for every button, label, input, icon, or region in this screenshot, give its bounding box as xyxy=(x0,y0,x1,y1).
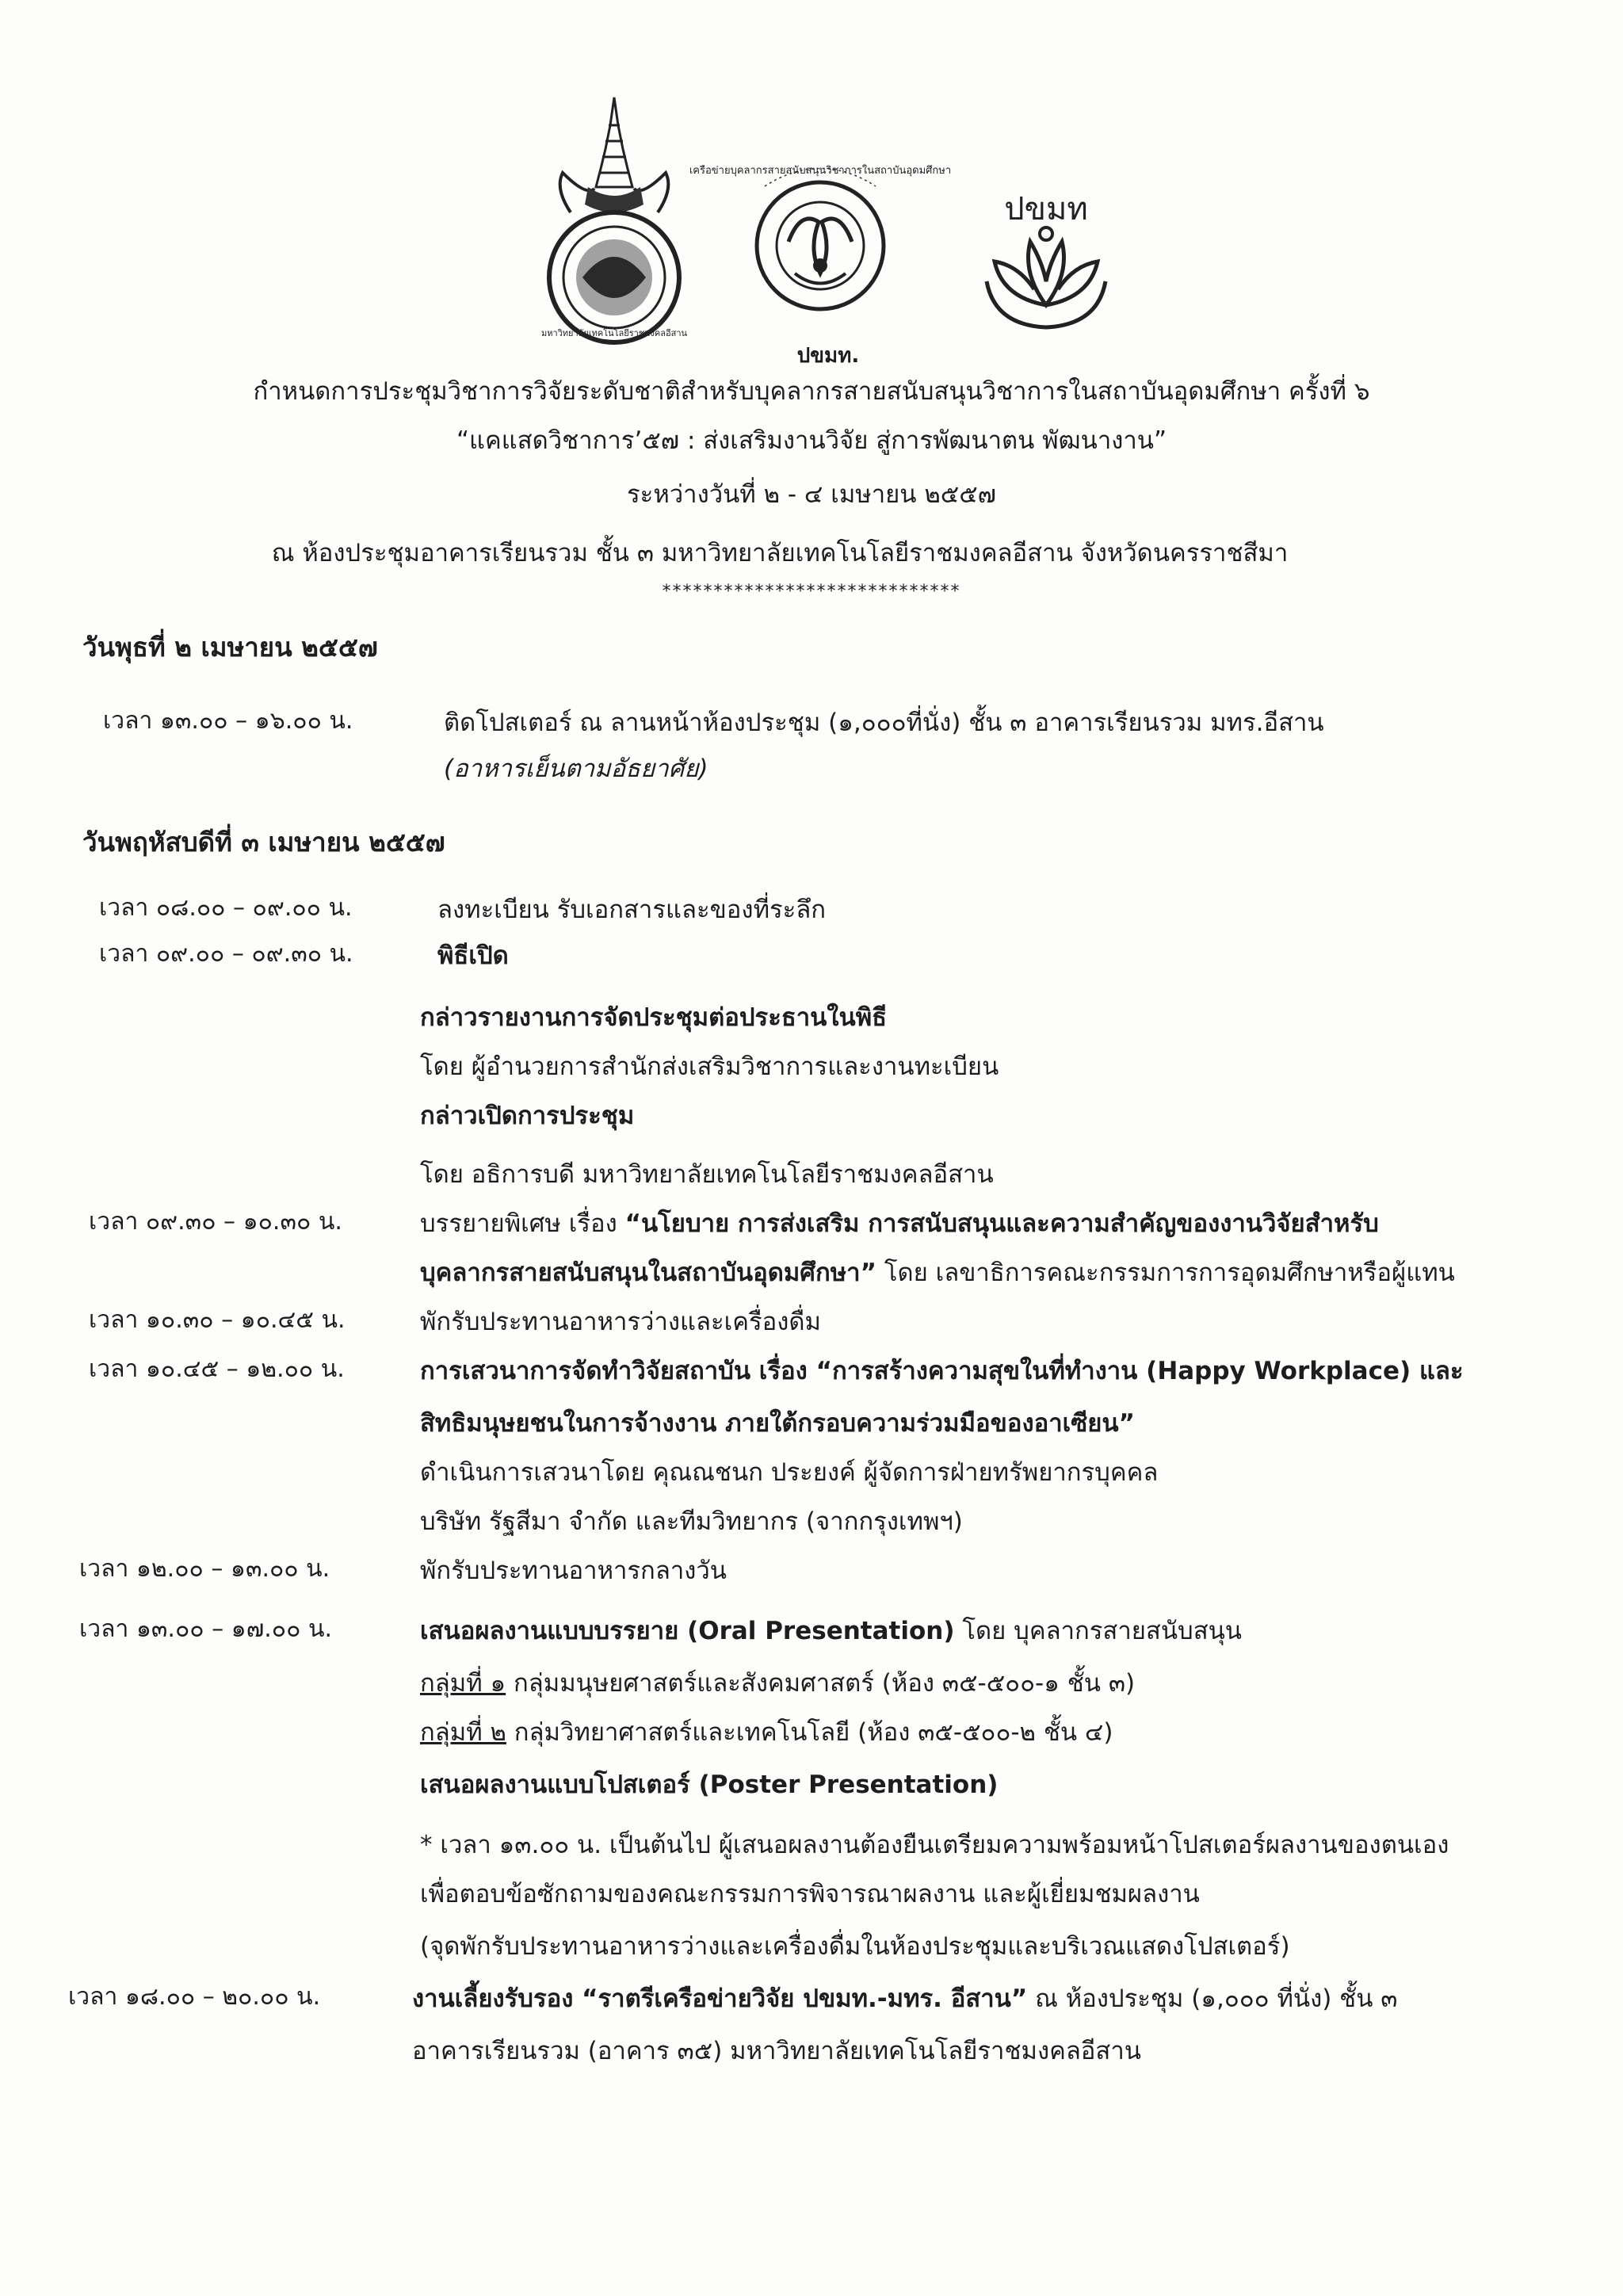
network-emblem-icon xyxy=(689,155,952,337)
opening-report-by: โดย ผู้อำนวยการสำนักส่งเสริมวิชาการและงานทะเบียน xyxy=(420,1052,999,1081)
org-abbreviation: ปขมท. xyxy=(796,344,860,368)
reception-lead: งานเลี้ยงรับรอง xyxy=(412,1985,582,2013)
opening-speech: กล่าวเปิดการประชุม xyxy=(420,1102,635,1130)
opening-ceremony: พิธีเปิด xyxy=(437,942,509,970)
reception-venue: ณ ห้องประชุม (๑,๐๐๐ ที่นั่ง) ชั้น ๓ xyxy=(1027,1985,1398,2013)
coffee-break: พักรับประทานอาหารว่างและเครื่องดื่ม xyxy=(420,1308,821,1336)
rmuti-emblem-icon xyxy=(539,94,689,347)
day1-time-1: เวลา ๑๓.๐๐ – ๑๖.๐๐ น. xyxy=(103,707,353,735)
special-lecture-lead: บรรยายพิเศษ เรื่อง xyxy=(420,1209,625,1238)
time-0930: เวลา ๐๙.๓๐ – ๑๐.๓๐ น. xyxy=(89,1208,342,1236)
oral-group-2 xyxy=(420,1712,1113,1752)
header-venue: ณ ห้องประชุมอาคารเรียนรวม ชั้น ๓ มหาวิทยาลัยเทคโนโลยีราชมงคลอีสาน จังหวัดนครราชสีมา xyxy=(271,539,1289,567)
oral-group-1 xyxy=(420,1663,1135,1702)
time-1045: เวลา ๑๐.๔๕ – ๑๒.๐๐ น. xyxy=(89,1355,345,1383)
oral-presentation-title: เสนอผลงานแบบบรรยาย (Oral Presentation) xyxy=(420,1617,955,1645)
header-divider: ***************************** xyxy=(662,582,961,602)
poster-presentation: เสนอผลงานแบบโปสเตอร์ (Poster Presentation) xyxy=(420,1771,999,1799)
lotus-emblem-icon xyxy=(955,186,1137,337)
panel-line-1: การเสวนาการจัดทำวิจัยสถาบัน เรื่อง “การสร้างความสุขในที่ทำงาน (Happy Workplace) และ xyxy=(420,1357,1464,1385)
oral-presentation xyxy=(420,1610,1242,1650)
reception-line-1 xyxy=(412,1978,1397,2018)
special-lecture-line-2 xyxy=(420,1252,1455,1292)
group-1-text: กลุ่มมนุษยศาสตร์และสังคมศาสตร์ (ห้อง ๓๕-๕๐๐-๑ ชั้น ๓) xyxy=(506,1669,1136,1698)
time-0800: เวลา ๐๘.๐๐ – ๐๙.๐๐ น. xyxy=(99,894,353,922)
panel-company: บริษัท รัฐสีมา จำกัด และทีมวิทยากร (จากกรุงเทพฯ) xyxy=(420,1507,963,1536)
poster-note-3: (จุดพักรับประทานอาหารว่างและเครื่องดื่มในห้องประชุมและบริเวณแสดงโปสเตอร์) xyxy=(420,1932,1290,1961)
special-lecture-line-1 xyxy=(420,1203,1379,1243)
day1-title: วันพุธที่ ๒ เมษายน ๒๕๕๗ xyxy=(82,632,378,663)
day1-item-1-note: (อาหารเย็นตามอัธยาศัย) xyxy=(444,755,708,783)
lunch-break: พักรับประทานอาหารกลางวัน xyxy=(420,1557,727,1585)
oral-presentation-by: โดย บุคลากรสายสนับสนุน xyxy=(954,1617,1242,1645)
logo-area xyxy=(0,0,1623,349)
panel-line-2: สิทธิมนุษยชนในการจ้างงาน ภายใต้กรอบความร่วมมือของอาเซียน” xyxy=(420,1409,1135,1438)
poster-note-2: เพื่อตอบข้อซักถามของคณะกรรมการพิจารณาผลงาน และผู้เยี่ยมชมผลงาน xyxy=(420,1880,1200,1908)
header-dates: ระหว่างวันที่ ๒ - ๔ เมษายน ๒๕๕๗ xyxy=(627,480,996,509)
time-1800: เวลา ๑๘.๐๐ – ๒๐.๐๐ น. xyxy=(68,1983,321,2011)
header-title: กำหนดการประชุมวิชาการวิจัยระดับชาติสำหรับบุคลากรสายสนับสนุนวิชาการในสถาบันอุดมศึกษา ครั้งที่ ๖ xyxy=(253,377,1370,406)
time-0900: เวลา ๐๙.๐๐ – ๐๙.๓๐ น. xyxy=(99,940,353,968)
group-1-label: กลุ่มที่ ๑ xyxy=(420,1669,506,1698)
time-1030: เวลา ๑๐.๓๐ – ๑๐.๔๕ น. xyxy=(89,1306,346,1334)
rmuti-emblem-text: มหาวิทยาลัยเทคโนโลยีราชมงคลอีสาน xyxy=(540,328,688,338)
group-2-text: กลุ่มวิทยาศาสตร์และเทคโนโลยี (ห้อง ๓๕-๕๐๐-๒ ชั้น ๔) xyxy=(506,1718,1113,1747)
time-1200: เวลา ๑๒.๐๐ – ๑๓.๐๐ น. xyxy=(79,1555,330,1583)
special-lecture-by: โดย เลขาธิการคณะกรรมการการอุดมศึกษาหรือผู้แทน xyxy=(876,1259,1455,1287)
day2-title: วันพฤหัสบดีที่ ๓ เมษายน ๒๕๕๗ xyxy=(82,827,445,858)
reception-title: “ราตรีเครือข่ายวิจัย ปขมท.-มทร. อีสาน” xyxy=(582,1985,1028,2013)
header-theme: “แคแสดวิชาการ’๕๗ : ส่งเสริมงานวิจัย สู่การพัฒนาตน พัฒนางาน” xyxy=(456,426,1167,455)
group-2-label: กลุ่มที่ ๒ xyxy=(420,1718,506,1747)
opening-report: กล่าวรายงานการจัดประชุมต่อประธานในพิธี xyxy=(420,1003,888,1032)
registration: ลงทะเบียน รับเอกสารและของที่ระลึก xyxy=(437,896,827,924)
poster-note-1: * เวลา ๑๓.๐๐ น. เป็นต้นไป ผู้เสนอผลงานต้องยืนเตรียมความพร้อมหน้าโปสเตอร์ผลงานของตนเอง xyxy=(420,1831,1449,1859)
day1-item-1: ติดโปสเตอร์ ณ ลานหน้าห้องประชุม (๑,๐๐๐ที่นั่ง) ชั้น ๓ อาคารเรียนรวม มทร.อีสาน xyxy=(444,709,1324,737)
reception-line-2: อาคารเรียนรวม (อาคาร ๓๕) มหาวิทยาลัยเทคโนโลยีราชมงคลอีสาน xyxy=(412,2037,1141,2065)
panel-moderator: ดำเนินการเสวนาโดย คุณณชนก ประยงค์ ผู้จัดการฝ่ายทรัพยากรบุคคล xyxy=(420,1458,1159,1487)
time-1300: เวลา ๑๓.๐๐ – ๑๗.๐๐ น. xyxy=(79,1615,332,1643)
network-emblem-text: เครือข่ายบุคลากรสายสนับสนุนวิชาการในสถาบันอุดมศึกษา xyxy=(689,165,952,177)
special-lecture-topic-2: บุคลากรสายสนับสนุนในสถาบันอุดมศึกษา” xyxy=(420,1259,876,1287)
special-lecture-topic: “นโยบาย การส่งเสริม การสนับสนุนและความสำคัญของงานวิจัยสำหรับ xyxy=(624,1209,1379,1238)
lotus-emblem-text: ปขมท xyxy=(1004,191,1088,227)
opening-speech-by: โดย อธิการบดี มหาวิทยาลัยเทคโนโลยีราชมงคลอีสาน xyxy=(420,1160,994,1189)
